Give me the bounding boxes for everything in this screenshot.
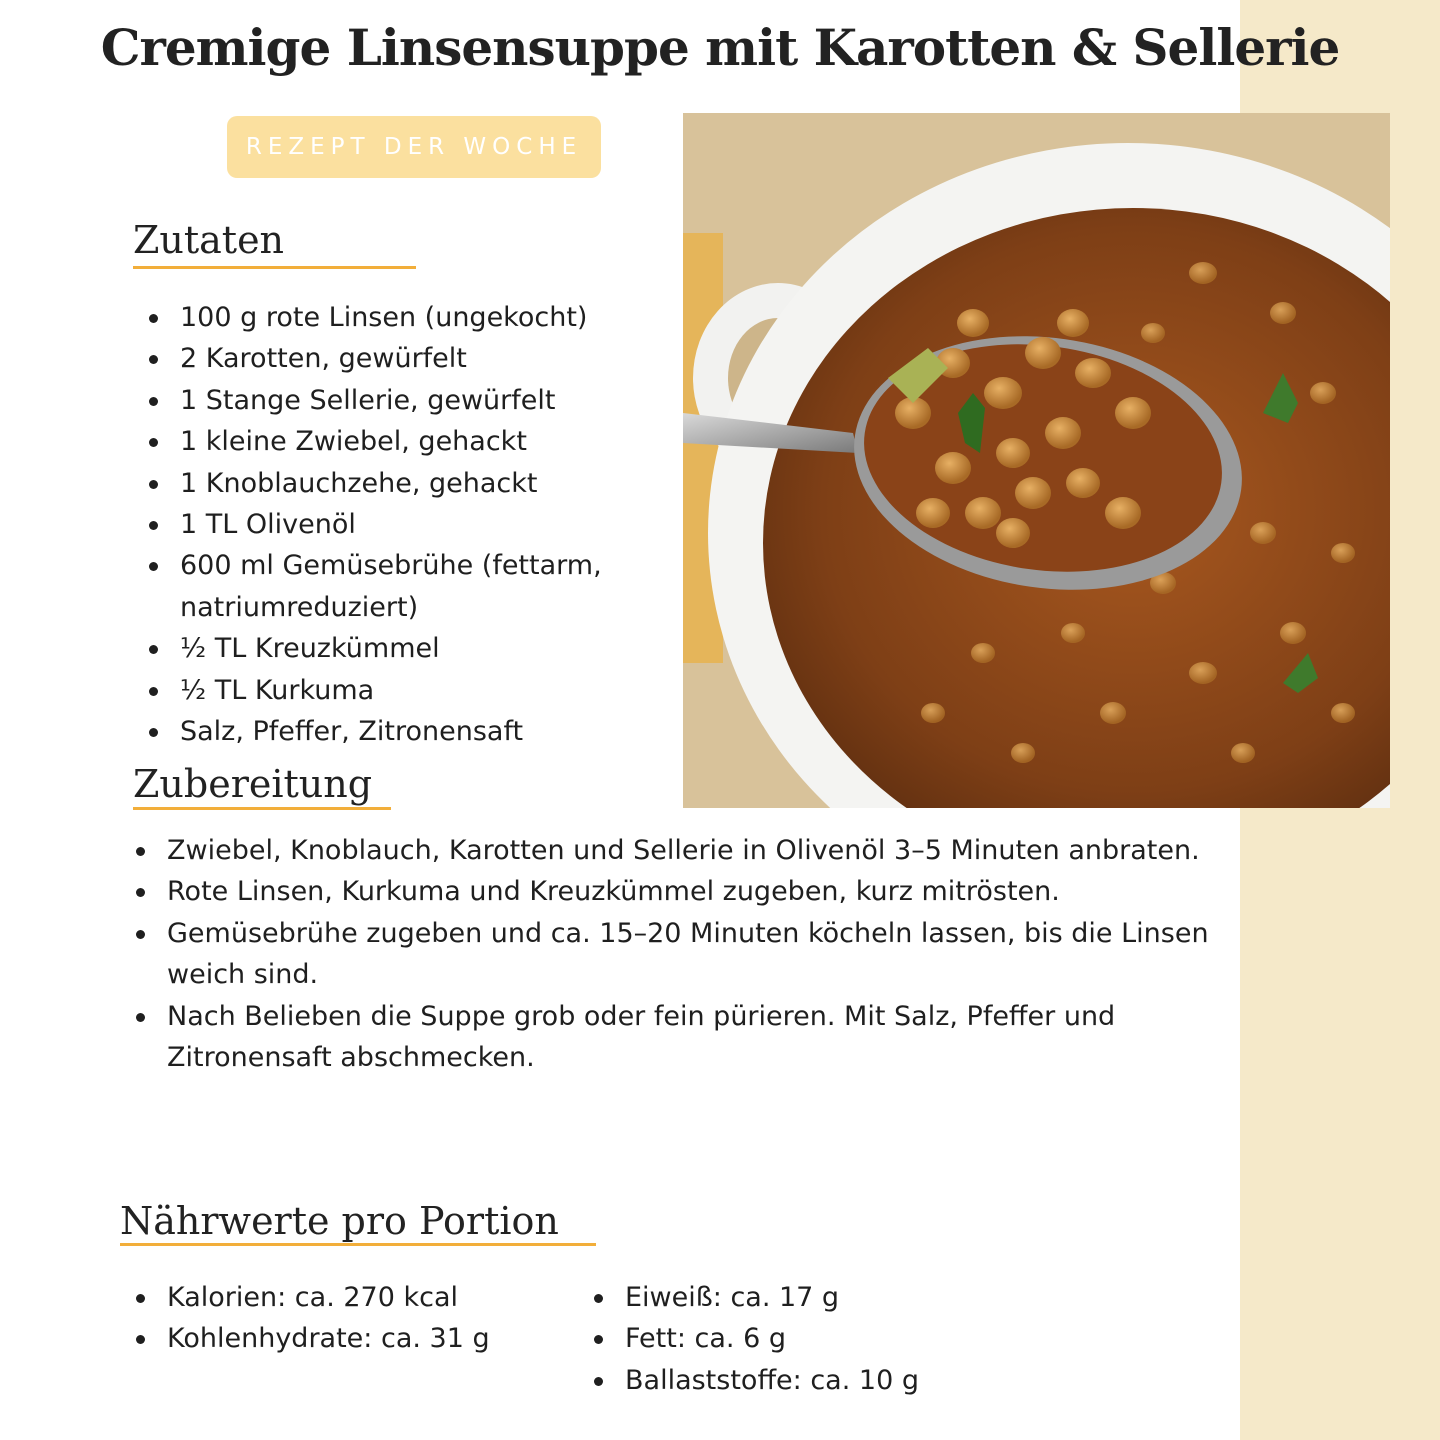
ingredient-item: 100 g rote Linsen (ungekocht) [134,297,644,338]
nutrition-item: Kohlenhydrate: ca. 31 g [121,1318,561,1359]
preparation-heading: Zubereitung [133,762,373,806]
preparation-step: Nach Belieben die Suppe grob oder fein pürieren. Mit Salz, Pfeffer und Zitronensaft abschmecken. [121,996,1231,1079]
ingredients-underline [133,266,416,269]
nutrition-underline [120,1243,596,1246]
ingredient-item: 1 Stange Sellerie, gewürfelt [134,380,644,421]
ingredient-item: 600 ml Gemüsebrühe (fettarm, natriumreduziert) [134,545,644,628]
preparation-step: Zwiebel, Knoblauch, Karotten und Sellerie in Olivenöl 3–5 Minuten anbraten. [121,830,1231,871]
recipe-of-week-badge: REZEPT DER WOCHE [227,116,601,178]
ingredients-heading: Zutaten [133,218,285,262]
ingredient-item: 1 kleine Zwiebel, gehackt [134,421,644,462]
preparation-step: Gemüsebrühe zugeben und ca. 15–20 Minuten köcheln lassen, bis die Linsen weich sind. [121,913,1231,996]
soup-bowl-illustration [683,113,1390,808]
ingredient-item: ½ TL Kreuzkümmel [134,628,644,669]
preparation-underline [133,807,391,810]
ingredient-item: Salz, Pfeffer, Zitronensaft [134,711,644,752]
nutrition-item: Fett: ca. 6 g [579,1318,1019,1359]
lentil-soup-photo [683,113,1390,808]
recipe-title: Cremige Linsensuppe mit Karotten & Sellerie [100,18,1340,77]
preparation-step: Rote Linsen, Kurkuma und Kreuzkümmel zugeben, kurz mitrösten. [121,871,1231,912]
preparation-steps [121,830,1231,1078]
ingredient-item: 1 TL Olivenöl [134,504,644,545]
ingredient-item: 2 Karotten, gewürfelt [134,338,644,379]
nutrition-list-right [579,1277,1019,1401]
nutrition-heading: Nährwerte pro Portion [120,1199,559,1243]
nutrition-item: Kalorien: ca. 270 kcal [121,1277,561,1318]
nutrition-item: Ballaststoffe: ca. 10 g [579,1360,1019,1401]
ingredient-item: ½ TL Kurkuma [134,670,644,711]
nutrition-item: Eiweiß: ca. 17 g [579,1277,1019,1318]
ingredient-item: 1 Knoblauchzehe, gehackt [134,463,644,504]
ingredients-list [134,297,644,752]
nutrition-list-left [121,1277,561,1360]
